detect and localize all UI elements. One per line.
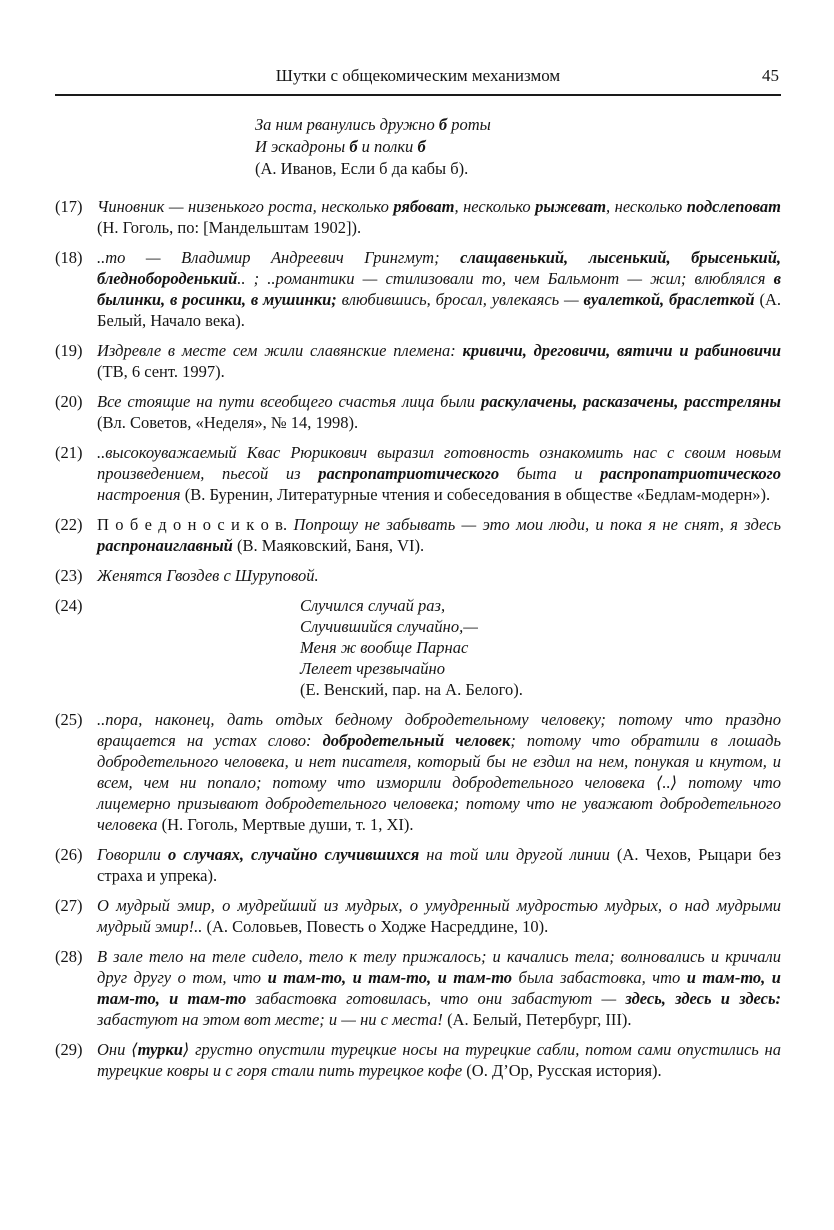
emphasis-text: рябоват bbox=[393, 197, 455, 216]
emphasis-text: подслеповат bbox=[686, 197, 782, 216]
quote-text: ..высокоуважаемый Квас Рюрикович выразил готовность ознакомить нас с своим новым произведением, пьесой из bbox=[97, 443, 781, 483]
list-item bbox=[55, 895, 781, 937]
quote-text: настроения bbox=[97, 485, 181, 504]
list-item bbox=[55, 196, 781, 238]
item-number: (21) bbox=[55, 443, 83, 462]
quote-text: ; потому что обратили в лошадь добродетельного человека, и нет писателя, который бы не ездил на нем, понукая и кнутом, и всем, чем ни попало; потому что изморили добродетельного человека ⟨..⟩ потому что лицемерно призывают добродетельного человека; потому что не уважают добродетельного человека bbox=[97, 731, 781, 834]
quote-text: И эскадроны bbox=[255, 137, 350, 156]
item-text bbox=[97, 442, 781, 505]
item-number: (27) bbox=[55, 896, 83, 915]
item-number: (28) bbox=[55, 947, 83, 966]
quote-text: .. ; ..романтики — стилизовали то, чем Бальмонт — жил; влюблялся bbox=[237, 269, 774, 288]
emphasis-text: б bbox=[349, 137, 358, 156]
item-number: (26) bbox=[55, 845, 83, 864]
list-item bbox=[55, 247, 781, 331]
item-text bbox=[97, 391, 781, 433]
quote-text: В зале тело на теле сидело, тело к телу прижалось; и качались тела; волновались и кричали друг другу о том, что bbox=[97, 947, 781, 987]
emphasis-text: в былинки, в росинки, в мушинки; bbox=[97, 269, 781, 309]
list-item bbox=[55, 442, 781, 505]
citation-text: (ТВ, 6 сент. 1997). bbox=[97, 362, 225, 381]
emphasis-text: слащавенький, лысенький, брысенький, бледнобороденький bbox=[97, 248, 781, 288]
item-number: (20) bbox=[55, 392, 83, 411]
page-title: Шутки с общекомическим механизмом bbox=[275, 66, 561, 85]
verse-line bbox=[300, 658, 781, 679]
item-number: (19) bbox=[55, 341, 83, 360]
quote-text: Попрошу не забывать — это мои люди, и пока я не снят, я здесь bbox=[293, 515, 781, 534]
emphasis-text: здесь, здесь и здесь: bbox=[625, 989, 781, 1008]
verse-line bbox=[300, 679, 781, 700]
citation-text: (Н. Гоголь, по: [Мандельштам 1902]). bbox=[97, 218, 362, 237]
quote-text: на той или другой линии bbox=[419, 845, 610, 864]
item-text bbox=[97, 247, 781, 331]
list-item bbox=[55, 595, 781, 700]
quote-text: ..пора, наконец, дать отдых бедному добродетельному человеку; потому что праздно вращается на устах слово: bbox=[97, 710, 781, 750]
item-text bbox=[97, 565, 781, 586]
list-item bbox=[55, 391, 781, 433]
epigraph-verse bbox=[255, 114, 781, 180]
list-item bbox=[55, 340, 781, 382]
verse-line bbox=[300, 595, 781, 616]
quote-text: , несколько bbox=[454, 197, 536, 216]
quote-text: Женятся Гвоздев с Шуруповой. bbox=[97, 566, 319, 585]
emphasis-text: вуалеткой, браслеткой bbox=[583, 290, 755, 309]
citation-text: (Вл. Советов, «Неделя», № 14, 1998). bbox=[97, 413, 359, 432]
running-header bbox=[55, 66, 781, 96]
quote-text: быта и bbox=[499, 464, 601, 483]
verse-block bbox=[97, 595, 781, 700]
item-text bbox=[97, 1039, 781, 1081]
quote-text: была забастовка, что bbox=[512, 968, 687, 987]
quote-text: За ним рванулись дружно bbox=[255, 115, 439, 134]
emphasis-text: кривичи, дреговичи, вятичи и рабиновичи bbox=[462, 341, 781, 360]
item-text bbox=[97, 514, 781, 556]
list-item bbox=[55, 1039, 781, 1081]
quote-text: Все стоящие на пути всеобщего счастья лица были bbox=[97, 392, 481, 411]
quote-text: Случившийся случайно,— bbox=[300, 617, 478, 636]
citation-text: (Е. Венский, пар. на А. Белого). bbox=[300, 680, 523, 699]
emphasis-text: раскулачены, расказачены, расстреляны bbox=[480, 392, 781, 411]
quote-text: Меня ж вообще Парнас bbox=[300, 638, 469, 657]
items-list bbox=[55, 196, 781, 1081]
list-item bbox=[55, 946, 781, 1030]
page-number: 45 bbox=[762, 66, 779, 85]
quote-text: Издревле в месте сем жили славянские племена: bbox=[97, 341, 463, 360]
quote-text: Случился случай раз, bbox=[300, 596, 446, 615]
item-number: (23) bbox=[55, 566, 83, 585]
emphasis-text: и там-то, и там-то, и там-то bbox=[267, 968, 513, 987]
emphasis-text: о случаях, случайно случившихся bbox=[168, 845, 420, 864]
item-number: (25) bbox=[55, 710, 83, 729]
verse-lines bbox=[300, 595, 781, 700]
emphasis-text: распропатриотического bbox=[318, 464, 500, 483]
citation-text: (Н. Гоголь, Мертвые души, т. 1, XI). bbox=[157, 815, 414, 834]
verse-line bbox=[255, 136, 781, 158]
item-text bbox=[97, 196, 781, 238]
citation-text: (В. Буренин, Литературные чтения и собеседования в обществе «Бедлам-модерн»). bbox=[180, 485, 771, 504]
item-text bbox=[97, 709, 781, 835]
list-item bbox=[55, 514, 781, 556]
emphasis-text: распронаиглавный bbox=[97, 536, 233, 555]
list-item bbox=[55, 844, 781, 886]
verse-line bbox=[300, 616, 781, 637]
emphasis-text: б bbox=[438, 115, 448, 134]
quote-text: роты bbox=[447, 115, 491, 134]
item-text bbox=[97, 946, 781, 1030]
item-text bbox=[97, 895, 781, 937]
list-item bbox=[55, 709, 781, 835]
emphasis-text: распропатриотического bbox=[600, 464, 781, 483]
quote-text: ⟩ грустно опустили турецкие носы на турецкие сабли, потом сами опустились на турецкие ковры и с горя стали пить турецкое кофе bbox=[97, 1040, 781, 1080]
verse-line bbox=[255, 158, 781, 180]
item-number: (29) bbox=[55, 1040, 83, 1059]
item-text bbox=[97, 844, 781, 886]
quote-text: , несколько bbox=[606, 197, 687, 216]
item-number: (22) bbox=[55, 515, 83, 534]
quote-text: Говорили bbox=[97, 845, 168, 864]
quote-text: ..то — Владимир Андреевич Грингмут; bbox=[97, 248, 461, 267]
item-text bbox=[97, 595, 781, 700]
citation-text: (А. Белый, Начало века). bbox=[97, 290, 781, 330]
citation-text: (А. Соловьев, Повесть о Ходже Насреддине, 10). bbox=[202, 917, 549, 936]
emphasis-text: добродетельный человек bbox=[322, 731, 511, 750]
verse-line bbox=[300, 637, 781, 658]
quote-text: Они ⟨ bbox=[97, 1040, 138, 1059]
item-number: (18) bbox=[55, 248, 83, 267]
quote-text: и полки bbox=[357, 137, 418, 156]
item-number: (24) bbox=[55, 596, 83, 615]
quote-text: забастуют на этом вот месте; и — ни с места! bbox=[97, 1010, 443, 1029]
citation-text: (А. Иванов, Если б да кабы б). bbox=[255, 159, 469, 178]
quote-text: влюбившись, бросал, увлекаясь — bbox=[336, 290, 584, 309]
list-item bbox=[55, 565, 781, 586]
quote-text: Лелеет чрезвычайно bbox=[300, 659, 445, 678]
quote-text: О мудрый эмир, о мудрейший из мудрых, о умудренный мудростью мудрых, о над мудрыми мудрый эмир!.. bbox=[97, 896, 781, 936]
item-text bbox=[97, 340, 781, 382]
emphasis-text: турки bbox=[137, 1040, 183, 1059]
citation-text: (В. Маяковский, Баня, VI). bbox=[232, 536, 425, 555]
citation-text: (А. Белый, Петербург, III). bbox=[442, 1010, 632, 1029]
emphasis-text: б bbox=[417, 137, 426, 156]
verse-line bbox=[255, 114, 781, 136]
citation-text: П о б е д о н о с и к о в. bbox=[97, 515, 294, 534]
item-number: (17) bbox=[55, 197, 83, 216]
citation-text: (О. Д’Ор, Русская история). bbox=[462, 1061, 662, 1080]
quote-text: Чиновник — низенького роста, несколько bbox=[97, 197, 394, 216]
quote-text: забастовка готовилась, что они забастуют — bbox=[246, 989, 626, 1008]
emphasis-text: рыжеват bbox=[535, 197, 607, 216]
citation-text: (А. Чехов, Рыцари без страха и упрека). bbox=[97, 845, 781, 885]
emphasis-text: и там-то, и там-то, и там-то bbox=[97, 968, 781, 1008]
